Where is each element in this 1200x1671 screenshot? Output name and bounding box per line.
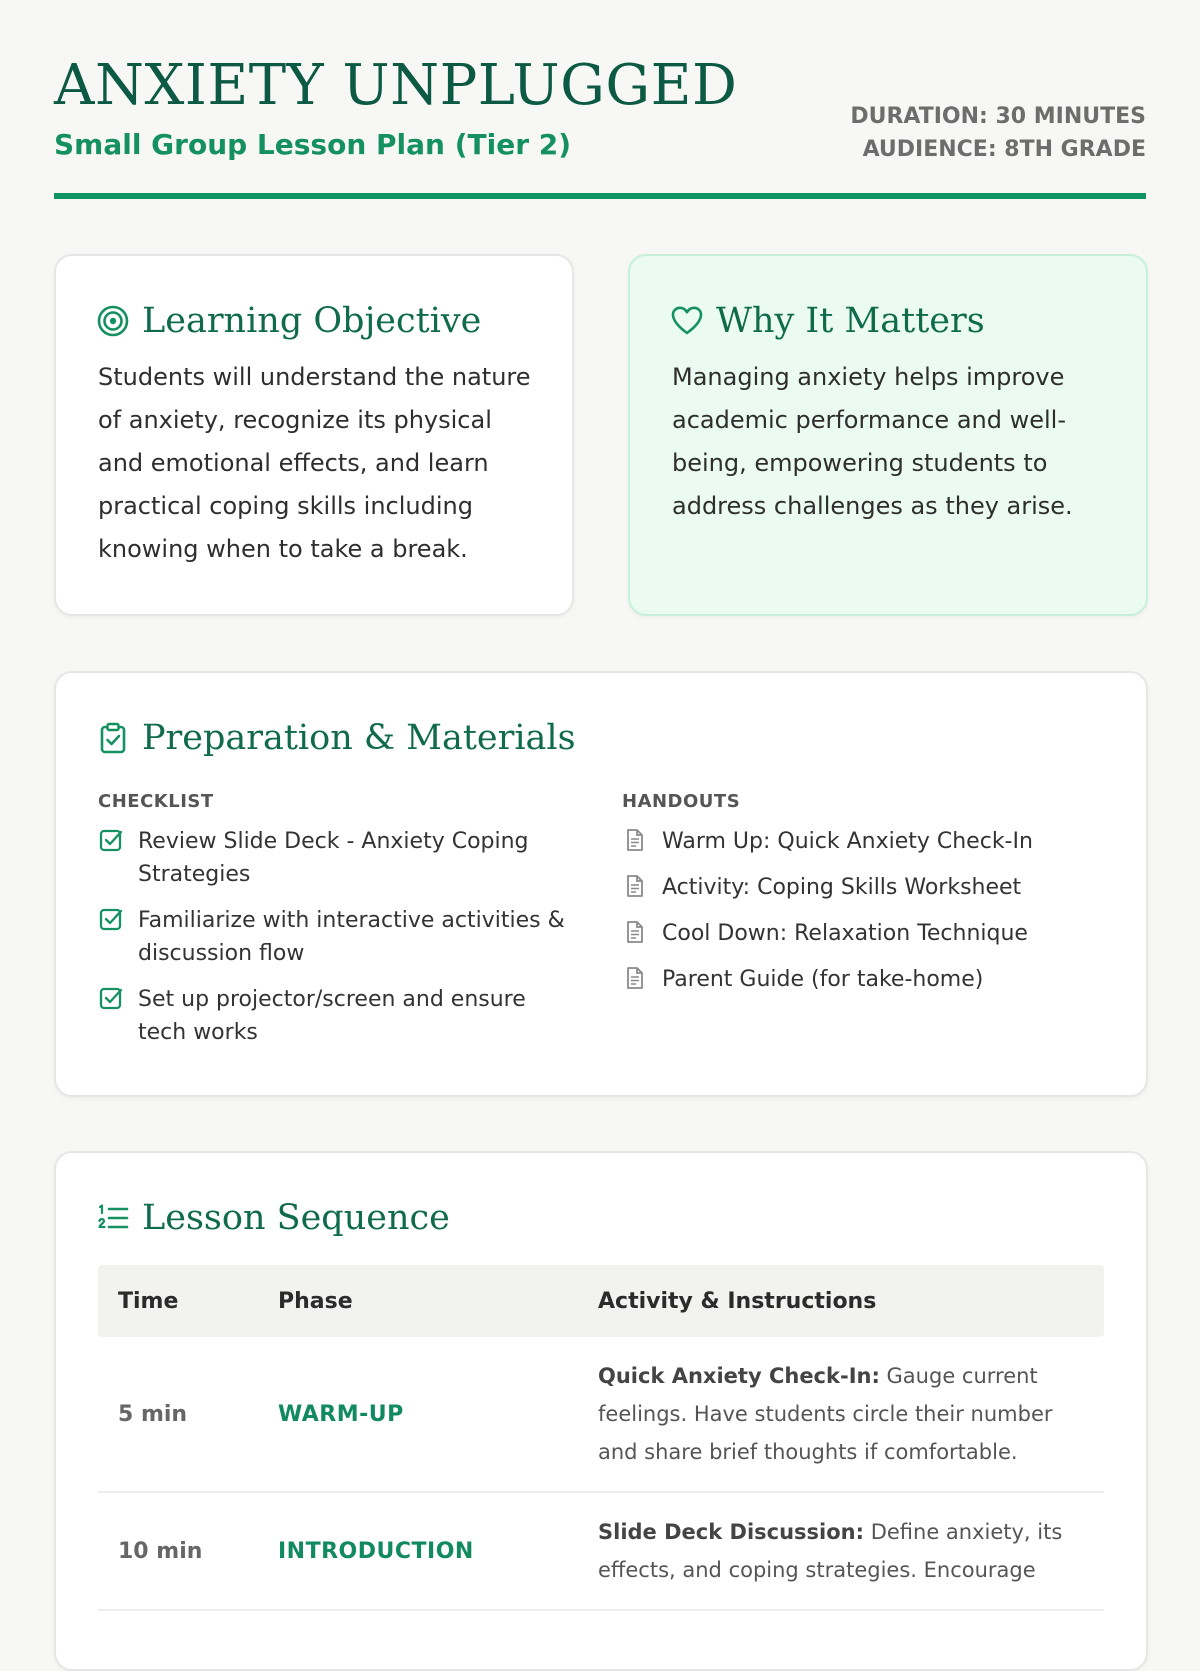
page-title: ANXIETY UNPLUGGED bbox=[54, 53, 738, 118]
handouts-label: HANDOUTS bbox=[622, 791, 741, 812]
handouts-list bbox=[622, 825, 1102, 1009]
preparation-card bbox=[54, 671, 1148, 1097]
activity-title: Slide Deck Discussion: bbox=[598, 1520, 865, 1544]
checklist-item-label: Familiarize with interactive activities & discussion flow bbox=[138, 908, 565, 966]
preparation-header bbox=[96, 713, 576, 763]
learning-objective-card bbox=[54, 254, 574, 616]
handout-item-label: Activity: Coping Skills Worksheet bbox=[662, 875, 1022, 900]
handout-item bbox=[622, 963, 1102, 996]
checklist-item-label: Review Slide Deck - Anxiety Coping Strategies bbox=[138, 829, 529, 887]
table-row bbox=[98, 1337, 1104, 1493]
header bbox=[54, 40, 1146, 200]
why-it-matters-card bbox=[628, 254, 1148, 616]
why-it-matters-title: Why It Matters bbox=[716, 301, 985, 341]
checklist-label: CHECKLIST bbox=[98, 791, 214, 812]
lesson-sequence-header bbox=[96, 1193, 450, 1243]
checklist-item bbox=[98, 825, 568, 891]
column-header-activity: Activity & Instructions bbox=[598, 1288, 877, 1314]
handout-item bbox=[622, 917, 1102, 950]
checkbox-checked-icon bbox=[98, 985, 124, 1011]
document-icon bbox=[622, 827, 648, 853]
checklist-item-label: Set up projector/screen and ensure tech works bbox=[138, 987, 526, 1045]
row-time: 5 min bbox=[118, 1401, 188, 1427]
document-icon bbox=[622, 919, 648, 945]
checklist-item bbox=[98, 904, 568, 970]
table-row bbox=[98, 1493, 1104, 1611]
checklist bbox=[98, 825, 568, 1062]
row-activity bbox=[578, 1493, 1104, 1609]
handout-item-label: Warm Up: Quick Anxiety Check-In bbox=[662, 829, 1033, 854]
checkbox-checked-icon bbox=[98, 827, 124, 853]
activity-text: Define anxiety, its effects, and coping strategies. Encourage bbox=[598, 1520, 1063, 1582]
duration-label: DURATION: 30 MINUTES bbox=[850, 104, 1146, 129]
activity-text: Gauge current feelings. Have students circle their number and share brief thoughts if comfortable. bbox=[598, 1364, 1053, 1464]
page-subtitle: Small Group Lesson Plan (Tier 2) bbox=[54, 128, 572, 161]
row-activity bbox=[578, 1337, 1104, 1491]
row-time: 10 min bbox=[118, 1538, 203, 1564]
clipboard-check-icon bbox=[96, 721, 130, 755]
lesson-sequence-card bbox=[54, 1151, 1148, 1671]
handout-item-label: Cool Down: Relaxation Technique bbox=[662, 921, 1028, 946]
document-icon bbox=[622, 965, 648, 991]
lesson-table bbox=[98, 1265, 1104, 1611]
why-it-matters-header bbox=[670, 296, 985, 346]
checkbox-checked-icon bbox=[98, 906, 124, 932]
heart-icon bbox=[670, 304, 704, 338]
preparation-title: Preparation & Materials bbox=[142, 718, 576, 758]
checklist-item bbox=[98, 983, 568, 1049]
column-header-time: Time bbox=[118, 1288, 179, 1314]
row-phase: WARM-UP bbox=[278, 1401, 404, 1427]
learning-objective-text: Students will understand the nature of anxiety, recognize its physical and emotional effects, and learn practical coping skills including knowing when to take a break. bbox=[98, 363, 531, 563]
header-divider bbox=[54, 193, 1146, 199]
learning-objective-header bbox=[96, 296, 481, 346]
learning-objective-title: Learning Objective bbox=[142, 301, 482, 341]
table-header bbox=[98, 1265, 1104, 1337]
lesson-sequence-title: Lesson Sequence bbox=[142, 1198, 450, 1238]
audience-label: AUDIENCE: 8TH GRADE bbox=[862, 137, 1146, 162]
handout-item bbox=[622, 871, 1102, 904]
handout-item-label: Parent Guide (for take-home) bbox=[662, 967, 984, 992]
row-phase: INTRODUCTION bbox=[278, 1538, 474, 1564]
why-it-matters-text: Managing anxiety helps improve academic performance and well-being, empowering students to address challenges as they arise. bbox=[672, 363, 1073, 520]
handout-item bbox=[622, 825, 1102, 858]
lesson-meta bbox=[850, 100, 1146, 166]
activity-title: Quick Anxiety Check-In: bbox=[598, 1364, 880, 1388]
document-icon bbox=[622, 873, 648, 899]
target-icon bbox=[96, 304, 130, 338]
column-header-phase: Phase bbox=[278, 1288, 353, 1314]
numbered-list-icon bbox=[96, 1201, 130, 1235]
